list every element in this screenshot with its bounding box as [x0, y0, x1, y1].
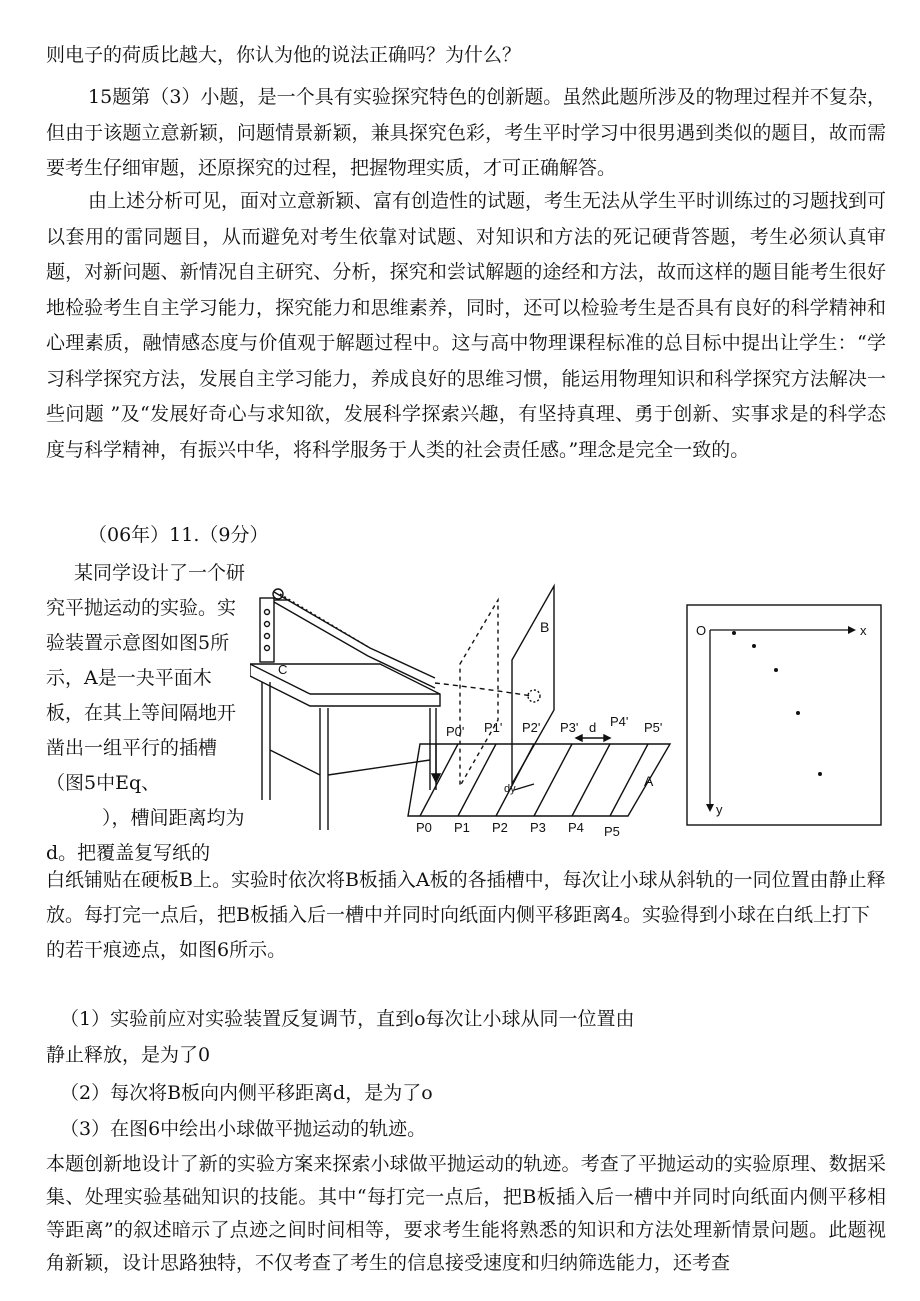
y-axis-arrow	[706, 804, 714, 812]
figure-5-apparatus	[250, 580, 680, 842]
label-p2-top: P2'	[522, 720, 541, 735]
label-p1-top: P1'	[484, 720, 503, 735]
label-p3: P3	[530, 820, 546, 835]
q15-commentary-paragraph: 15题第（3）小题，是一个具有实验探究特色的创新题。虽然此题所涉及的物理过程并不复杂，但由于该题立意新颖，问题情景新颖，兼具探究色彩，考生平时学习中很男遇到类似的题目，故而需要考生仔细审题，还原探究的过程，把握物理实质，才可正确解答。	[46, 86, 886, 179]
subquestion-1: （1）实验前应对实验装置反复调节，直到o每次让小球从同一位置由	[60, 1008, 635, 1030]
label-p3-top: P3'	[560, 720, 579, 735]
analysis-paragraph: 由上述分析可见，面对立意新颖、富有创造性的试题，考生无法从学生平时训练过的习题找到可以套用的雷同题目，从而避免对考生依靠对试题、对知识和方法的死记硬背答题，考生必须认真审题，对新问题、新情况自主研究、分析，探究和尝试解题的途经和方法，故而这样的题目能考生很好地检验考生自主学习能力，探究能力和思维素养，同时，还可以检验考生是否具有良好的科学精神和心理素质，融情感态度与价值观于解题过程中。这与高中物理课程标准的总目标中提出让学生：“学习科学探究方法，发展自主学习能力，养成良好的思维习惯，能运用物理知识和科学探究方法解决一些问题 ”及“发展好奇心与求知欲，发展科学探索兴趣，有坚持真理、勇于创新、实事求是的科学态度与科学精神，有振兴中华，将科学服务于人类的社会责任感。”理念是完全一致的。	[46, 190, 887, 461]
ramp-stand	[260, 598, 274, 662]
subquestion-2: （2）每次将B板向内侧平移距离d，是为了o	[60, 1082, 433, 1104]
intro-paragraph: 则电子的荷质比越大，你认为他的说法正确吗？为什么？	[46, 44, 522, 66]
trace-point	[796, 711, 800, 715]
figure-6-frame	[687, 605, 881, 825]
label-board-a: A	[644, 773, 654, 789]
label-p5-top: P5'	[644, 720, 663, 735]
label-p2: P2	[492, 820, 508, 835]
board-b	[512, 586, 554, 784]
label-p4: P4	[568, 820, 584, 835]
x-axis-arrow	[848, 626, 856, 634]
label-p4-top: P4'	[610, 714, 629, 729]
label-p5: P5	[604, 824, 620, 839]
label-dy: dy	[504, 783, 516, 795]
question-left-text-part2: ），槽间距离均为d。把覆盖复写纸的	[46, 807, 245, 864]
label-track-c: C	[278, 662, 288, 677]
label-p0-top: P0'	[446, 724, 465, 739]
label-p1: P1	[454, 820, 470, 835]
subquestion-1-continued: 静止释放，是为了0	[46, 1044, 211, 1066]
question-left-text-part1: 某同学设计了一个研究平抛运动的实验。实验装置示意图如图5所示，A是一夬平面木板，在其上等间隔地开凿出一组平行的插槽（图5中Eq、	[46, 562, 246, 794]
y-axis-label: y	[716, 802, 723, 817]
label-board-b: B	[540, 619, 550, 635]
question-header: （06年）11.（9分）	[88, 524, 269, 546]
question-body-text: 白纸铺贴在硬板B上。实验时依次将B板插入A板的各插槽中，每次让小球从斜轨的一同位置由静止释放。每打完一点后，把B板插入后一槽中并同时向纸面内侧平移距离4。实验得到小球在白纸上打下的若干痕迹点，如图6所示。	[46, 869, 886, 961]
question-left-text	[46, 556, 246, 871]
trace-point	[732, 631, 736, 635]
final-commentary-paragraph: 本题创新地设计了新的实验方案来探索小球做平抛运动的轨迹。考查了平抛运动的实验原理、数据采集、处理实验基础知识的技能。其中“每打完一点后，把B板插入后一槽中并同时向纸面内侧平移相等距离”的叙述暗示了点迹之间时间相等，要求考生能将熟悉的知识和方法处理新情景问题。此题视角新颖，设计思路独特，不仅考查了考生的信息接受速度和归纳筛选能力，还考查	[46, 1153, 886, 1274]
dashed-board-position	[460, 600, 498, 786]
ball-position	[528, 690, 540, 702]
trace-point	[774, 668, 778, 672]
figure-6-trace-points	[686, 604, 882, 826]
subquestion-3: （3）在图6中绘出小球做平抛运动的轨迹。	[60, 1118, 427, 1140]
trajectory-dashed	[435, 683, 532, 696]
x-axis-label: x	[860, 623, 867, 638]
trace-point	[818, 772, 822, 776]
origin-label: O	[696, 623, 707, 638]
trace-point	[752, 644, 756, 648]
label-p0: P0	[416, 820, 432, 835]
label-d: d	[589, 720, 597, 735]
